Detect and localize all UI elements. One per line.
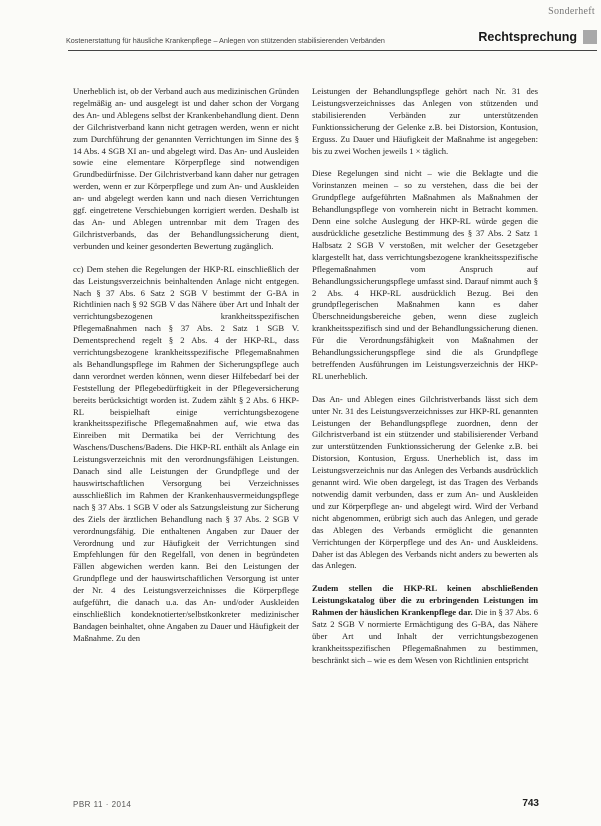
journal-footer: PBR 11 · 2014 (73, 800, 132, 809)
paragraph: cc) Dem stehen die Regelungen der HKP-RL einschließlich der das Leistungsverzeichnis beinhaltenden Anlage nicht entgegen. Nach § 37 Abs. 6 Satz 2 SGB V bestimmt der G-BA in Richtlinien nach § 92 SGB V das Nähere über Art und Inhalt der verrichtungsbezogenen krankheitsspezifischen Pflegemaßnahmen nach § 37 Abs. 2 Satz 1 SGB V. Dementsprechend regelt § 2 Abs. 4 der HKP-RL, dass verrichtungsbezogene krankheitsspezifische Pflegemaßnahmen als Behandlungspflege im Rahmen der Sicherungspflege auch dann verordnet werden können, wenn dieser Hilfebedarf bei der Feststellung der Pflegebedürftigkeit in der Pflegeversicherung bereits berücksichtigt worden ist. Zudem zählt § 2 Abs. 6 HKP-RL beispielhaft einige verrichtungsbezogene krankheitsspezifische Pflegemaßnahmen auf, wie etwa das Einreiben mit Dermatika bei der Verrichtung des Waschens/Duschens/Badens. Die HKP-RL enthält als Anlage ein Leistungsverzeichnis mit den verordnungsfähigen Leistungen. Danach sind alle Leistungen der Grundpflege und der hauswirtschaftlichen Versorgung bei Verzeichnisses ausschließlich im Rahmen der Krankenhausvermeidungspflege nach § 37 Abs. 1 SGB V oder als Satzungsleistung zur Sicherung des Ziels der ärztlichen Behandlung nach § 37 Abs. 2 SGB V verordnungsfähig. Die enthaltenen Angaben zur Dauer der Verordnung und zur Häufigkeit der Verrichtungen sind Empfehlungen für den Regelfall, von denen in begründeten Fällen abgewichen werden kann. Bei den Leistungen der Grundpflege und der hauswirtschaftlichen Versorgung ist unter der Nr. 4 des Leistungsverzeichnisses die Körperpflege aufgeführt, die danach u.a. das An- und/oder Auskleiden einschließlich kondeknotierter/selbstkonkreter medizinischer Bandagen beinhaltet, ohne Angaben zu Dauer und Häufigkeit der Maßnahme. Zu den (73, 263, 299, 643)
header-marker (583, 30, 597, 44)
page-number: 743 (522, 798, 539, 809)
right-column (312, 86, 538, 678)
paragraph: Diese Regelungen sind nicht – wie die Beklagte und die Vorinstanzen meinen – so zu verstehen, dass die bei der Grundpflege aufgeführten Maßnahmen als Maßnahmen der Behandlungspflege von vornherein nicht in Betracht kommen. Denn eine solche Auslegung der HKP-RL würde gegen die ausdrückliche gesetzliche Bestimmung des § 37 Abs. 2 Satz 1 Halbsatz 2 SGB V verstoßen, mit welcher der Gesetzgeber klargestellt hat, dass verrichtungsbezogene krankheitsspezifische Pflegemaßnahmen vom Anspruch auf Behandlungssicherungspflege umfasst sind. Darauf nimmt auch § 2 Abs. 4 HKP-RL ausdrücklich Bezug. Bei den grundpflegerischen Maßnahmen kann es daher Überschneidungsbereiche geben, wenn diese zugleich krankheitsspezifisch sind und der Behandlungssicherung dienen. Für die Verordnungsfähigkeit von Maßnahmen der Behandlungssicherungspflege sind die als Grundpflege betreffenden Ausführungen im Leistungsverzeichnis der HKP-RL unerheblich. (312, 168, 539, 381)
section-title: Rechtsprechung (478, 30, 577, 44)
paragraph: Das An- und Ablegen eines Gilchristverbands lässt sich dem unter Nr. 31 des Leistungsverzeichnisses zur HKP-RL genannten Leistungen der Behandlungspflege zuordnen, denn der Gilchristverband ist ein stützender und stabilisierender Verband zur unterstützenden Funktionssicherung der Gelenke z.B. bei Distorsion, Kontusion, Erguss. Unerheblich ist, dass im Leistungsverzeichnis nur das Anlegen des Verbands ausdrücklich genannt wird. Wie oben dargelegt, ist das Tragen des Verbands notwendig damit verbunden, dass er zum An- und Auskleiden und zur Körperpflege an- und abgelegt wird. Wird der Verband nicht abgenommen, erübrigt sich auch das Anlegen, und gerade das Ablegen des Verbands ermöglicht die genannten Verrichtungen der Körperpflege und des An- und Auskleidens. Daher ist das Ablegen des Verbands nicht anders zu bewerten als das Anlegen. (312, 393, 538, 571)
left-column (73, 86, 299, 656)
bold-lead: Zudem stellen die HKP-RL keinen abschließenden Leistungskatalog über die zu erbringenden Leistungen im Rahmen der häuslichen Krankenpflege dar. (312, 583, 538, 618)
running-subtitle: Kostenerstattung für häusliche Krankenpflege – Anlegen von stützenden stabilisierenden Verbänden (66, 36, 385, 45)
paragraph: Unerheblich ist, ob der Verband auch aus medizinischen Gründen regelmäßig an- und ausgelegt ist und daher schon der Vorgang des An- und Ablegens selbst der Krankenbehandlung dient. Denn der Gilchristverband kann nicht getragen werden, wenn er nicht zum Durchführung der genannten Verrichtungen im Sinne des § 14 Abs. 4 SGB XI an- und abgelegt wird. Das An- und Ausleiden sowie eine elementare Körperpflege sind notwendigen Grundbedürfnisse. Der Gilchristverband kann daher nur getragen werden, wenn er zur Körperpflege und zum An- und Auskleiden an- und abgelegt werden kann und nach diesen Verrichtungen ggf. eingetretene Verschiebungen korrigiert werden. Deshalb ist das An- und Ablegen untrennbar mit dem Tragen des Gilchristverbands, das der Behandlungssicherung dient, verbunden und keiner gesonderten Bewertung zugänglich. (73, 86, 299, 251)
header-rule (68, 50, 597, 51)
paragraph-bold-lead (312, 583, 538, 666)
section-label: Sonderheft (548, 6, 595, 17)
paragraph-continuation: Die in § 37 Abs. 6 Satz 2 SGB V normierte Ermächtigung des G-BA, das Nähere über Art und Inhalt der verrichtungsbezogenen krankheitsspezifischen Pflegemaßnahmen zu bestimmen, beschränkt sich – wie es dem Wesen von Richtlinien entspricht (312, 607, 538, 665)
paragraph: Leistungen der Behandlungspflege gehört nach Nr. 31 des Leistungsverzeichnisses das Anlegen von stützenden und stabilisierenden Verbänden zur unterstützenden Funktionssicherung der Gelenke z.B. bei Distorsion, Kontusion, Erguss. Zu Dauer und Häufigkeit der Maßnahme ist angegeben: bis zu zwei Wochen jeweils 1 × täglich. (312, 86, 538, 156)
